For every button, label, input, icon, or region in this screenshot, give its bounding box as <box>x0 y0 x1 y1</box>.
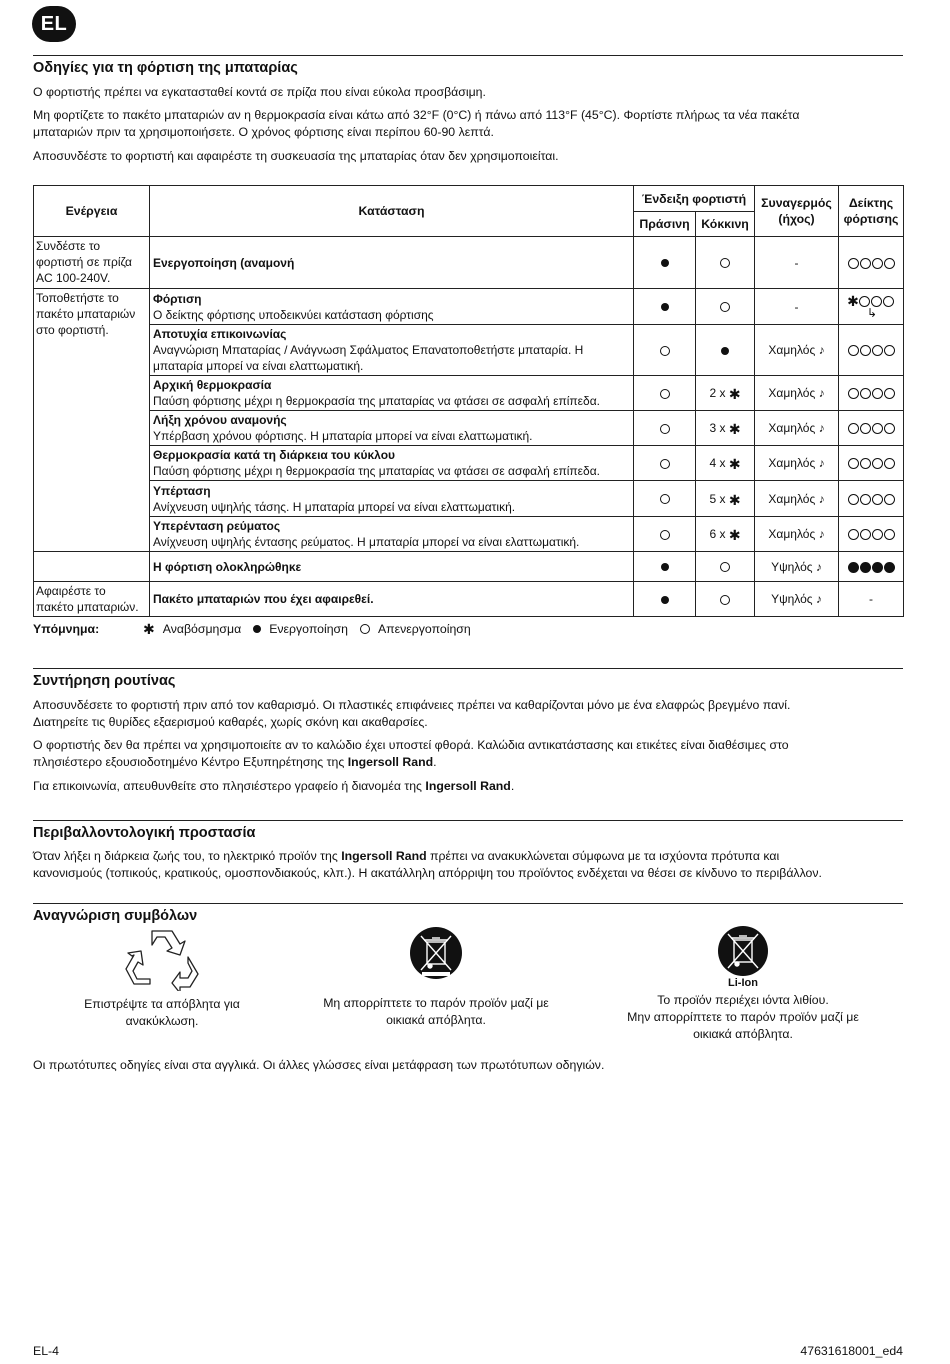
action-cell-connect <box>34 237 150 289</box>
green-led-cell <box>634 481 696 517</box>
note-icon: ♪ <box>818 491 825 506</box>
flashing-icon: ✱ <box>728 526 741 543</box>
indicator-cell <box>839 552 904 582</box>
charger-status-table <box>33 185 904 617</box>
alarm-text: Υψηλός <box>771 559 813 574</box>
state-cell <box>150 376 634 411</box>
alarm-text: Χαμηλός <box>768 456 816 470</box>
li-ion-caption-line-3: οικιακά απόβλητα. <box>693 1027 793 1041</box>
header-indicator-line-1: Δείκτης <box>848 196 894 210</box>
environment-paragraph <box>33 848 893 882</box>
alarm-text: Χαμηλός <box>768 527 816 541</box>
alarm-text: Χαμηλός <box>768 343 816 357</box>
charging-title: Οδηγίες για τη φόρτιση της μπαταρίας <box>33 60 298 76</box>
indicator-off-icon <box>859 296 870 307</box>
table-row <box>34 517 904 552</box>
indicator-off-icon <box>884 258 895 269</box>
indicator-off-icon <box>884 458 895 469</box>
indicator-cell <box>839 582 904 617</box>
li-ion-caption-line-2: Μην απορρίπτετε το παρόν προϊόν μαζί με <box>627 1010 859 1024</box>
alarm-cell <box>755 411 839 446</box>
indicator-off-icon <box>884 423 895 434</box>
alarm-text: Χαμηλός <box>768 421 816 435</box>
led-on-icon <box>253 625 261 633</box>
indicator-cell <box>839 517 904 552</box>
header-green: Πράσινη <box>634 212 696 237</box>
symbols-rule <box>33 903 903 904</box>
header-indicator-line-2: φόρτισης <box>843 212 899 226</box>
action-cell-empty <box>34 552 150 582</box>
green-led-cell <box>634 289 696 325</box>
li-ion-bin-icon <box>715 925 771 977</box>
flash-count: 3 x <box>709 421 726 435</box>
table-row <box>34 289 904 325</box>
indicator-cell <box>839 376 904 411</box>
flash-count: 4 x <box>709 456 726 470</box>
indicator-off-icon <box>848 458 859 469</box>
indicator-text: - <box>869 592 873 606</box>
green-led-cell <box>634 517 696 552</box>
symbol-weee <box>306 925 566 1029</box>
recycle-icon <box>124 925 200 991</box>
language-badge <box>32 6 76 42</box>
action-cell-remove <box>34 582 150 617</box>
alarm-cell <box>755 552 839 582</box>
charging-paragraph-3: Αποσυνδέστε το φορτιστή και αφαιρέστε τη συσκευασία της μπαταρίας όταν δεν χρησιμοποιείται. <box>33 149 559 163</box>
table-row <box>34 411 904 446</box>
indicator-off-icon <box>872 494 883 505</box>
indicator-on-icon <box>872 562 883 573</box>
led-off-icon <box>660 346 670 356</box>
alarm-text: Υψηλός <box>771 592 813 606</box>
charging-paragraph-1: Ο φορτιστής πρέπει να εγκατασταθεί κοντά σε πρίζα που είναι εύκολα προσβάσιμη. <box>33 85 486 99</box>
symbols-title: Αναγνώριση συμβόλων <box>33 908 198 924</box>
header-indicator <box>839 186 904 237</box>
table-row <box>34 552 904 582</box>
legend-label: Υπόμνημα: <box>33 622 100 636</box>
state-title: Πακέτο μπαταριών που έχει αφαιρεθεί. <box>153 592 374 606</box>
table-row <box>34 325 904 376</box>
red-led-cell <box>696 237 755 289</box>
led-off-icon <box>360 624 370 634</box>
alarm-text: - <box>794 299 799 314</box>
state-description: Παύση φόρτισης μέχρι η θερμοκρασία της μπαταρίας να φτάσει σε ασφαλή επίπεδα. <box>153 464 600 478</box>
page-number: EL-4 <box>33 1344 59 1358</box>
maintenance-paragraph-3: Για επικοινωνία, απευθυνθείτε στο πλησιέστερο γραφείο ή διανομέα της Ingersoll Rand. <box>33 779 515 793</box>
action-text: AC 100-240V. <box>36 271 111 285</box>
header-red: Κόκκινη <box>696 212 755 237</box>
flashing-icon: ✱ <box>728 455 741 472</box>
environment-text: πρέπει να ανακυκλώνεται σύμφωνα με τα ισχύοντα πρότυπα και <box>426 849 780 863</box>
flash-count: 6 x <box>709 527 726 541</box>
indicator-cell <box>839 325 904 376</box>
indicator-off-icon <box>860 529 871 540</box>
led-on-icon <box>721 347 729 355</box>
header-alarm-line-1: Συναγερμός <box>761 196 832 210</box>
weee-caption-line-2: οικιακά απόβλητα. <box>386 1013 486 1027</box>
indicator-off-icon <box>860 345 871 356</box>
header-charge-indication: Ένδειξη φορτιστή <box>634 186 755 212</box>
charging-paragraph-2-line-2: μπαταριών πριν τα χρησιμοποιήσετε. Ο χρόνος φόρτισης είναι περίπου 60-90 λεπτά. <box>33 125 494 139</box>
table-row <box>34 582 904 617</box>
indicator-off-icon <box>884 494 895 505</box>
table-row <box>34 446 904 481</box>
environment-text: Όταν λήξει η διάρκεια ζωής του, το ηλεκτρικό προϊόν της <box>33 849 342 863</box>
alarm-cell <box>755 446 839 481</box>
red-led-cell <box>696 376 755 411</box>
action-cell-insert <box>34 289 150 552</box>
state-cell <box>150 552 634 582</box>
green-led-cell <box>634 376 696 411</box>
state-description: Ο δείκτης φόρτισης υποδεικνύει κατάσταση φόρτισης <box>153 307 434 322</box>
alarm-cell <box>755 376 839 411</box>
recycle-caption-line-2: ανακύκλωση. <box>125 1014 199 1028</box>
indicator-off-icon <box>860 458 871 469</box>
flashing-icon: ✱ <box>847 293 859 309</box>
indicator-on-icon <box>860 562 871 573</box>
led-off-icon <box>720 562 730 572</box>
red-led-cell <box>696 481 755 517</box>
indicator-off-icon <box>860 494 871 505</box>
note-icon: ♪ <box>818 456 825 470</box>
action-text: πακέτο μπαταριών <box>36 307 136 321</box>
led-off-icon <box>660 494 670 504</box>
maintenance-paragraph-1-line-1: Αποσυνδέσετε το φορτιστή πριν από τον καθαρισμό. Οι πλαστικές επιφάνειες πρέπει να καθαρίζονται μόνο με ένα ελαφρώς βρεγμένο πανί. <box>33 698 791 712</box>
indicator-off-icon <box>883 296 894 307</box>
action-text: Τοποθετήστε το <box>36 291 119 305</box>
header-alarm <box>755 186 839 237</box>
legend-flashing <box>143 622 241 636</box>
led-off-icon <box>660 389 670 399</box>
indicator-off-icon <box>848 423 859 434</box>
indicator-off-icon <box>848 258 859 269</box>
state-cell <box>150 582 634 617</box>
indicator-cell <box>839 289 904 325</box>
indicator-off-icon <box>872 458 883 469</box>
brand-name: Ingersoll Rand <box>347 755 434 769</box>
indicator-off-icon <box>848 345 859 356</box>
state-description: Παύση φόρτισης μέχρι η θερμοκρασία της μπαταρίας να φτάσει σε ασφαλή επίπεδα. <box>153 394 600 408</box>
led-on-icon <box>661 596 669 604</box>
indicator-cell <box>839 446 904 481</box>
maintenance-title: Συντήρηση ρουτίνας <box>33 673 176 689</box>
note-icon: ♪ <box>818 527 825 541</box>
flash-count: 5 x <box>709 491 726 506</box>
alarm-cell <box>755 325 839 376</box>
indicator-off-icon <box>848 529 859 540</box>
maintenance-paragraph-1 <box>33 697 893 731</box>
environment-title: Περιβαλλοντολογική προστασία <box>33 825 256 841</box>
alarm-text: Χαμηλός <box>768 491 816 506</box>
maintenance-paragraph-1-line-2: Διατηρείτε τις θυρίδες εξαερισμού καθαρές, χωρίς σκόνη και ακαθαρσίες. <box>33 715 428 729</box>
indicator-off-icon <box>860 258 871 269</box>
legend-on <box>253 622 348 636</box>
state-title: Η φόρτιση ολοκληρώθηκε <box>153 559 302 574</box>
document-id: 47631618001_ed4 <box>800 1344 903 1358</box>
state-description: Αναγνώριση Μπαταρίας / Ανάγνωση Σφάλματος Επανατοποθετήστε μπαταρία. Η <box>153 343 584 357</box>
language-code: EL <box>40 12 68 35</box>
flashing-icon: ✱ <box>728 491 741 508</box>
header-state: Κατάσταση <box>150 186 634 237</box>
indicator-cell <box>839 237 904 289</box>
weee-bin-icon <box>408 925 464 983</box>
state-title: Αποτυχία επικοινωνίας <box>153 327 287 341</box>
state-title: Υπέρταση <box>153 483 211 498</box>
table-row <box>34 481 904 517</box>
state-cell <box>150 517 634 552</box>
legend-off-text: Απενεργοποίηση <box>377 622 471 636</box>
led-off-icon <box>660 530 670 540</box>
legend <box>33 622 483 636</box>
state-title: Φόρτιση <box>153 291 202 306</box>
table-row <box>34 376 904 411</box>
state-cell <box>150 446 634 481</box>
state-title: Θερμοκρασία κατά τη διάρκεια του κύκλου <box>153 448 396 462</box>
weee-caption-line-1: Μη απορρίπτετε το παρόν προϊόν μαζί με <box>323 996 549 1010</box>
led-on-icon <box>661 303 669 311</box>
maintenance-paragraph-3-text: Για επικοινωνία, απευθυνθείτε στο πλησιέστερο γραφείο ή διανομέα της <box>33 779 426 793</box>
state-description: Υπέρβαση χρόνου φόρτισης. Η μπαταρία μπορεί να είναι ελαττωματική. <box>153 429 533 443</box>
led-off-icon <box>660 459 670 469</box>
green-led-cell <box>634 582 696 617</box>
green-led-cell <box>634 237 696 289</box>
maintenance-rule <box>33 668 903 669</box>
note-icon: ♪ <box>818 421 825 435</box>
action-text: πακέτο μπαταριών. <box>36 600 139 614</box>
state-description-2: μπαταρία μπορεί να είναι ελαττωματική. <box>153 359 364 373</box>
indicator-off-icon <box>848 494 859 505</box>
flashing-icon: ✱ <box>728 385 741 402</box>
red-led-cell <box>696 446 755 481</box>
environment-paragraph-line-2: κανονισμούς (τοπικούς, κρατικούς, ομοσπονδιακούς, κλπ.). Η ακατάλληλη απόρριψη του προϊόντος ενδέχεται να θέσει σε κίνδυνο το περιβάλλον. <box>33 866 822 880</box>
indicator-off-icon <box>884 388 895 399</box>
indicator-cell <box>839 481 904 517</box>
maintenance-paragraph-2-line-2: πλησιέστερο εξουσιοδοτημένο Κέντρο Εξυπηρέτησης της Ingersoll Rand. <box>33 755 437 769</box>
header-alarm-line-2: (ήχος) <box>778 212 815 226</box>
table-header-row <box>34 186 904 212</box>
red-led-cell <box>696 552 755 582</box>
indicator-off-icon <box>872 423 883 434</box>
state-cell <box>150 411 634 446</box>
note-icon: ♪ <box>818 343 825 357</box>
charging-paragraph-2 <box>33 107 893 141</box>
top-rule <box>33 55 903 56</box>
indicator-on-icon <box>848 562 859 573</box>
led-on-icon <box>661 563 669 571</box>
alarm-text: Χαμηλός <box>768 386 816 400</box>
indicator-off-icon <box>872 345 883 356</box>
led-off-icon <box>720 258 730 268</box>
state-description: Ανίχνευση υψηλής τάσης. Η μπαταρία μπορεί να είναι ελαττωματική. <box>153 499 516 514</box>
flash-count: 2 x <box>709 386 726 400</box>
maintenance-paragraph-2 <box>33 737 893 771</box>
environment-rule <box>33 820 903 821</box>
indicator-off-icon <box>872 529 883 540</box>
flashing-icon: ✱ <box>728 420 741 437</box>
environment-paragraph-line-1 <box>33 848 893 865</box>
state-title: Αρχική θερμοκρασία <box>153 378 272 392</box>
note-icon: ♪ <box>815 592 822 606</box>
alarm-cell <box>755 517 839 552</box>
indicator-cell <box>839 411 904 446</box>
led-off-icon <box>720 302 730 312</box>
alarm-cell <box>755 289 839 325</box>
maintenance-paragraph-2-text: πλησιέστερο εξουσιοδοτημένο Κέντρο Εξυπηρέτησης της <box>33 755 348 769</box>
progress-arrow-icon: ↳ <box>867 306 878 320</box>
red-led-cell <box>696 289 755 325</box>
led-on-icon <box>661 259 669 267</box>
state-description: Ανίχνευση υψηλής έντασης ρεύματος. Η μπαταρία μπορεί να είναι ελαττωματική. <box>153 535 580 549</box>
indicator-off-icon <box>884 345 895 356</box>
indicator-off-icon <box>871 296 882 307</box>
action-text: Συνδέστε το <box>36 239 101 253</box>
symbol-li-ion <box>603 925 883 1043</box>
indicator-off-icon <box>848 388 859 399</box>
alarm-cell <box>755 237 839 289</box>
led-off-icon <box>720 595 730 605</box>
action-text: Αφαιρέστε το <box>36 584 106 598</box>
alarm-text: - <box>794 255 799 270</box>
red-led-cell <box>696 517 755 552</box>
action-text: φορτιστή σε πρίζα <box>36 255 132 269</box>
action-text: στο φορτιστή. <box>36 323 109 337</box>
li-ion-caption-line-1: Το προϊόν περιέχει ιόντα λιθίου. <box>657 993 829 1007</box>
legend-flashing-text: Αναβόσμησμα <box>162 622 242 636</box>
alarm-cell <box>755 582 839 617</box>
state-title: Ενεργοποίηση (αναμονή <box>153 255 295 270</box>
header-action: Ενέργεια <box>34 186 150 237</box>
flashing-icon: ✱ <box>143 621 155 637</box>
recycle-caption-line-1: Επιστρέψτε τα απόβλητα για <box>84 997 240 1011</box>
legend-off <box>360 622 471 636</box>
led-off-icon <box>660 424 670 434</box>
indicator-off-icon <box>872 388 883 399</box>
state-cell <box>150 325 634 376</box>
table-row <box>34 237 904 289</box>
brand-name: Ingersoll Rand <box>425 779 511 793</box>
note-icon: ♪ <box>815 559 822 574</box>
red-led-cell <box>696 325 755 376</box>
legend-on-text: Ενεργοποίηση <box>269 622 348 636</box>
indicator-off-icon <box>884 529 895 540</box>
green-led-cell <box>634 446 696 481</box>
symbol-recycle <box>62 925 262 1030</box>
state-cell <box>150 237 634 289</box>
state-title: Υπερένταση ρεύματος <box>153 519 281 533</box>
state-title: Λήξη χρόνου αναμονής <box>153 413 287 427</box>
state-cell <box>150 289 634 325</box>
red-led-cell <box>696 411 755 446</box>
translation-note: Οι πρωτότυπες οδηγίες είναι στα αγγλικά. Οι άλλες γλώσσες είναι μετάφραση των πρωτότυπων οδηγιών. <box>33 1058 605 1072</box>
alarm-cell <box>755 481 839 517</box>
brand-name: Ingersoll Rand <box>341 849 427 863</box>
red-led-cell <box>696 582 755 617</box>
indicator-off-icon <box>860 423 871 434</box>
green-led-cell <box>634 552 696 582</box>
maintenance-paragraph-2-line-1: Ο φορτιστής δεν θα πρέπει να χρησιμοποιείτε αν το καλώδιο έχει υποστεί φθορά. Καλώδια αντικατάστασης και ετικέτες είναι διαθέσιμες στο <box>33 738 789 752</box>
indicator-off-icon <box>860 388 871 399</box>
state-cell <box>150 481 634 517</box>
indicator-on-icon <box>884 562 895 573</box>
charging-paragraph-2-line-1: Μη φορτίζετε το πακέτο μπαταριών αν η θερμοκρασία είναι κάτω από 32°F (0°C) ή πάνω από 113°F (45°C). Φορτίστε πλήρως τα νέα πακέτα <box>33 108 800 122</box>
indicator-off-icon <box>872 258 883 269</box>
green-led-cell <box>634 411 696 446</box>
li-ion-label: Li-Ion <box>728 977 758 989</box>
note-icon: ♪ <box>818 386 825 400</box>
green-led-cell <box>634 325 696 376</box>
